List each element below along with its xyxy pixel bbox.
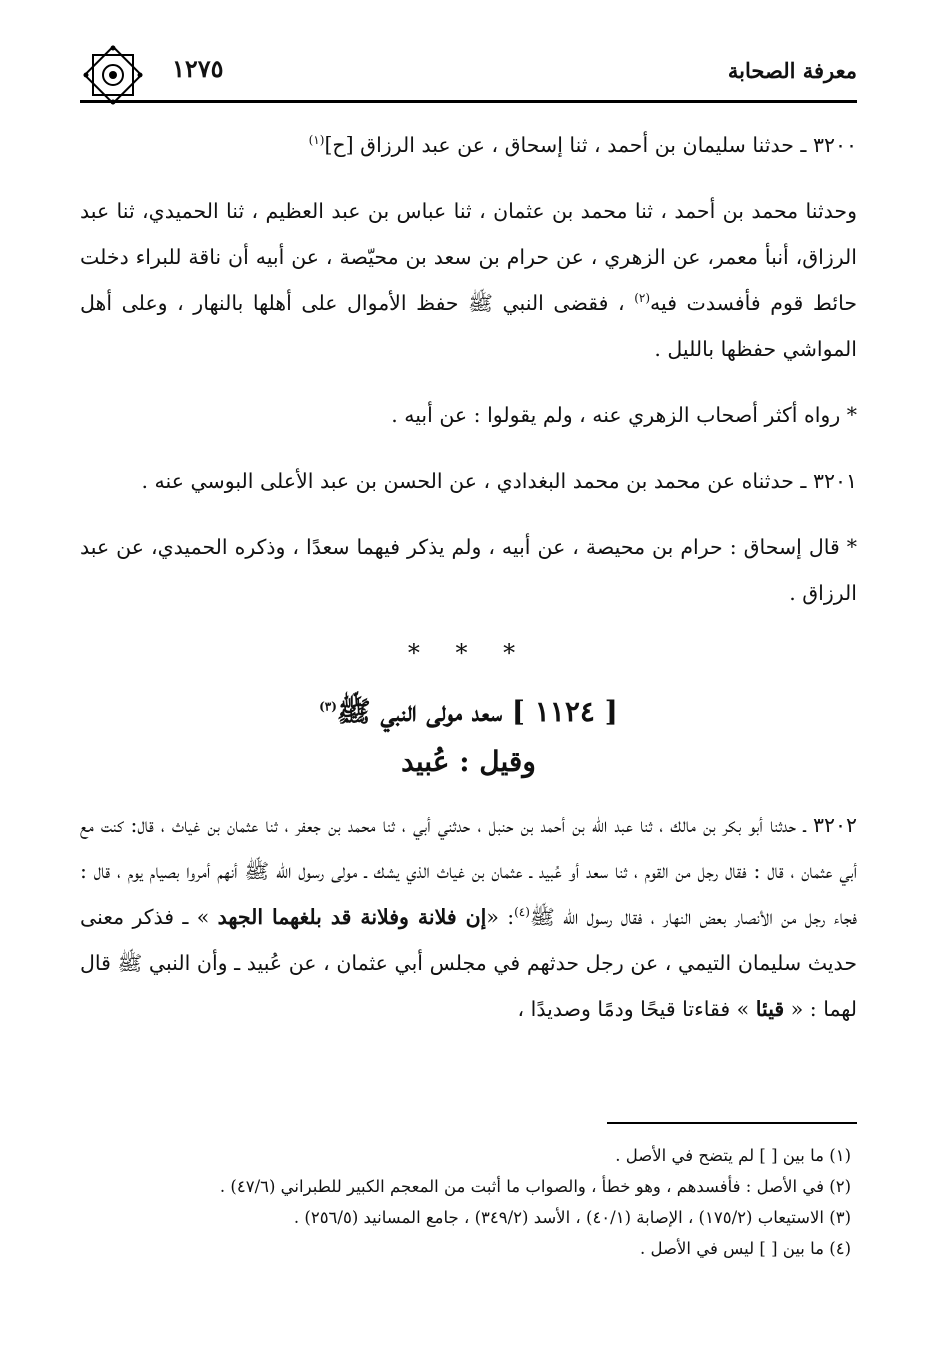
section-separator: * * * (407, 639, 530, 667)
entry-heading-text: [ ١١٢٤ ] سعد مولى النبي ﷺ (336, 695, 618, 728)
hadith-3202 (80, 802, 857, 1032)
footnote-ref-1: (١) (308, 133, 325, 148)
hadith-3202-text: ٣٢٠٢ ـ حدثنا أبو بكر بن مالك ، ثنا عبد الله بن أحمد بن حنبل ، حدثني أبي ، ثنا محمد بن جعفر ، ثنا عثمان بن غياث ، قال: كنت مع أبي عثمان ، قال : فقال رجل من القوم ، ثنا سعد أو عُبيد ـ عثمان بن غياث الذي يشك ـ مولى رسول الله ﷺ أنهم أمروا بصيام يوم ، قال : فجاء رجل من الأنصار بعض النهار ، فقال رسول الله ﷺ (80, 813, 857, 929)
footnote-divider (607, 1122, 857, 1124)
hadith-3202-text-3: » فقاءتا قيحًا ودمًا وصديدًا ، (517, 997, 750, 1021)
ornament-icon (80, 42, 146, 108)
footnote-1: (١) ما بين [ ] لم يتضح في الأصل . (615, 1146, 851, 1165)
main-text (80, 122, 857, 1052)
footnote-3: (٣) الاستيعاب (١٧٥/٢) ، الإصابة (٤٠/١) ، الأسد (٣٤٩/٢) ، جامع المسانيد (٢٥٦/٥) . (293, 1208, 851, 1227)
entry-heading (80, 686, 857, 738)
hadith-3200-cont (80, 188, 857, 372)
footnote-ref-4: (٤) (514, 905, 530, 920)
footnote-2: (٢) في الأصل : فأفسدهم ، وهو خطأ ، والصواب ما أثبت من المعجم الكبير للطبراني (٤٧/٦) . (219, 1177, 851, 1196)
running-title: معرفة الصحابة (727, 58, 857, 83)
hadith-3200 (80, 122, 857, 168)
footnotes (80, 1140, 851, 1264)
hadith-3202-text-2: » ـ فذكر معنى حديث سليمان التيمي ، عن رجل حدثهم في مجلس أبي عثمان ، عن عُبيد ـ وأن النبي ﷺ قال لهما : « (80, 905, 857, 1021)
entry-subheading: وقيل : عُبيد (401, 745, 536, 778)
footnote-4: (٤) ما بين [ ] ليس في الأصل . (639, 1239, 851, 1258)
footnote-ref-2: (٢) (634, 291, 651, 306)
quote-bold-2: قيئا (755, 997, 785, 1021)
comment-2: * قال إسحاق : حرام بن محيصة ، عن أبيه ، ولم يذكر فيهما سعدًا ، وذكره الحميدي، عن عبد الرزاق . (80, 535, 857, 605)
hadith-3200-text: ٣٢٠٠ ـ حدثنا سليمان بن أحمد ، ثنا إسحاق ، عن عبد الرزاق [ح] (324, 133, 857, 157)
quote-bold: إن فلانة وفلانة قد بلغهما الجهد (217, 905, 487, 929)
page-header (80, 50, 857, 103)
hadith-3201: ٣٢٠١ ـ حدثناه عن محمد بن محمد البغدادي ، عن الحسن بن عبد الأعلى البوسي عنه . (141, 469, 857, 493)
quote-open: : « (486, 905, 515, 929)
hadith-3200-cont-text: وحدثنا محمد بن أحمد ، ثنا محمد بن عثمان ، ثنا عباس بن عبد العظيم ، ثنا الحميدي، ثنا عبد الرزاق، أنبأ معمر، عن الزهري ، عن حرام بن سعد بن محيّصة ، عن أبيه أن ناقة للبراء دخلت حائط قوم فأفسدت فيه (80, 199, 857, 315)
footnote-ref-3: (٣) (319, 699, 337, 714)
page-number: ١٢٧٥ (172, 54, 224, 83)
comment-1: * رواه أكثر أصحاب الزهري عنه ، ولم يقولوا : عن أبيه . (391, 403, 857, 427)
hadith-3200-cont-text-2: ، فقضى النبي ﷺ حفظ الأموال على أهلها بالنهار ، وعلى أهل المواشي حفظها بالليل . (80, 291, 857, 361)
